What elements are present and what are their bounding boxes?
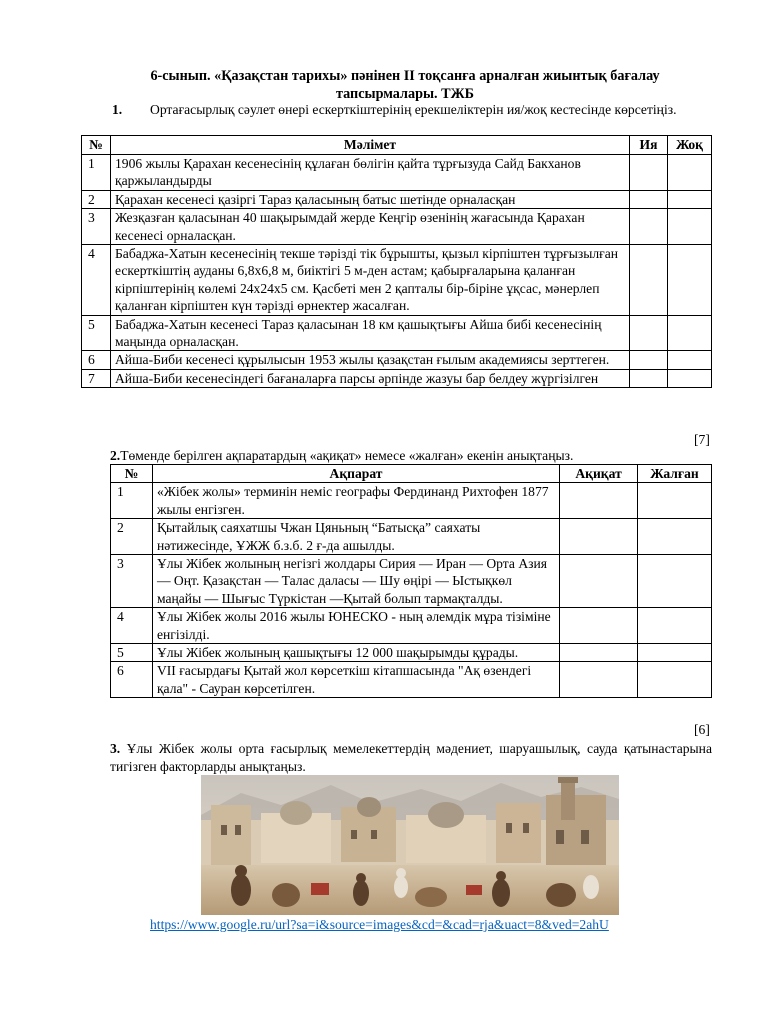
true-cell[interactable] xyxy=(560,662,638,698)
row-number: 1 xyxy=(111,483,153,519)
true-cell[interactable] xyxy=(560,555,638,608)
t2-header-true: Ақиқат xyxy=(560,465,638,483)
true-cell[interactable] xyxy=(560,519,638,555)
task1-prompt xyxy=(82,102,712,118)
yes-cell[interactable] xyxy=(630,190,668,208)
row-text: Ұлы Жібек жолы 2016 жылы ЮНЕСКО - ның әлемдік мұра тізіміне енгізілді. xyxy=(152,608,559,644)
table-row xyxy=(82,351,712,369)
row-number: 5 xyxy=(111,644,153,662)
false-cell[interactable] xyxy=(638,555,712,608)
t2-header-info: Ақпарат xyxy=(152,465,559,483)
task1-table xyxy=(81,135,712,388)
task2-table xyxy=(110,464,712,698)
no-cell[interactable] xyxy=(668,369,712,387)
true-cell[interactable] xyxy=(560,644,638,662)
task1-number: 1. xyxy=(112,102,123,117)
table-row xyxy=(82,155,712,191)
table-row xyxy=(82,245,712,316)
row-text: Бабаджа-Хатын кесенесі Тараз қаласынан 18 км қашықтығы Айша бибі кесенесінің маңында орналасқан. xyxy=(110,315,629,351)
false-cell[interactable] xyxy=(638,662,712,698)
table-row xyxy=(82,369,712,387)
row-text: Жезқазған қаласынан 40 шақырымдай жерде Кеңгір өзенінің жағасында Қарахан кесенесі орналасқан. xyxy=(110,209,629,245)
task3-text: Ұлы Жібек жолы орта ғасырлық мемелекеттердің мәдениет, шаруашылық, сауда қатынастарына тигізген факторларды анықтаңыз. xyxy=(110,741,712,774)
row-text: Ұлы Жібек жолының қашықтығы 12 000 шақырымды құрады. xyxy=(152,644,559,662)
row-text: Айша-Биби кесенесіндегі бағаналарға парсы әрпінде жазуы бар белдеу жүргізілген xyxy=(110,369,629,387)
table-row xyxy=(82,315,712,351)
row-text: Қытайлық саяхатшы Чжан Цяньның “Батысқа” саяхаты нәтижесінде, ҰЖЖ б.з.б. 2 ғ-да ашылды. xyxy=(152,519,559,555)
yes-cell[interactable] xyxy=(630,315,668,351)
table-row xyxy=(111,483,712,519)
t2-header-num: № xyxy=(111,465,153,483)
row-number: 7 xyxy=(82,369,111,387)
task2-text: Төменде берілген ақпаратардың «ақиқат» немесе «жалған» екенін анықтаңыз. xyxy=(120,448,574,463)
t1-header-yes: Ия xyxy=(630,136,668,155)
table-row xyxy=(82,190,712,208)
false-cell[interactable] xyxy=(638,519,712,555)
row-number: 6 xyxy=(82,351,111,369)
row-text: VII ғасырдағы Қытай жол көрсеткіш кітапшасында "Ақ өзендегі қала" - Сауран көрсетілген. xyxy=(152,662,559,698)
table-row xyxy=(111,662,712,698)
false-cell[interactable] xyxy=(638,608,712,644)
row-number: 5 xyxy=(82,315,111,351)
silk-road-city-illustration xyxy=(201,775,619,915)
row-text: «Жібек жолы» терминін неміс географы Фердинанд Рихтофен 1877 жылы енгізген. xyxy=(152,483,559,519)
table-row xyxy=(111,608,712,644)
no-cell[interactable] xyxy=(668,209,712,245)
no-cell[interactable] xyxy=(668,351,712,369)
document-title: 6-сынып. «Қазақстан тарихы» пәнінен II тоқсанға арналған жиынтық бағалау тапсырмалары. ТЖБ xyxy=(150,68,660,102)
yes-cell[interactable] xyxy=(630,351,668,369)
true-cell[interactable] xyxy=(560,483,638,519)
true-cell[interactable] xyxy=(560,608,638,644)
row-text: Бабаджа-Хатын кесенесінің текше тәрізді тік бұрышты, қызыл кірпіштен тұрғызылған ескерткіштің ауданы 6,8х6,8 м, биіктігі 5 м-ден астам; қабырғаларына қаланған кірпіштерінің көлемі 24х24х5 см. Қасбеті мен 2 қапталы бір-біріне ұқсас, мәнерлеп қаланған кірпіштен күн тәрізді өрнектер жасалған. xyxy=(110,245,629,316)
row-text: Айша-Биби кесенесі құрылысын 1953 жылы қазақстан ғылым академиясы зерттеген. xyxy=(110,351,629,369)
row-text: 1906 жылы Қарахан кесенесінің құлаған бөлігін қайта тұрғызуда Сайд Бакханов қаржыландырды xyxy=(110,155,629,191)
no-cell[interactable] xyxy=(668,315,712,351)
table-row xyxy=(111,519,712,555)
table-row xyxy=(82,209,712,245)
task2-number: 2. xyxy=(110,448,121,463)
t1-header-info: Мәлімет xyxy=(110,136,629,155)
t2-header-false: Жалған xyxy=(638,465,712,483)
image-source-link[interactable]: https://www.google.ru/url?sa=i&source=images&cd=&cad=rja&uact=8&ved=2ahU xyxy=(150,917,609,932)
row-text: Ұлы Жібек жолының негізгі жолдары Сирия — Иран — Орта Азия — Оңт. Қазақстан — Талас даласы — Шу өңірі — Ыстықкөл маңайы — Шығыс Түркістан —Қытай болып тармақталды. xyxy=(152,555,559,608)
row-text: Қарахан кесенесі қазіргі Тараз қаласының батыс шетінде орналасқан xyxy=(110,190,629,208)
task3-number: 3. xyxy=(110,741,121,756)
false-cell[interactable] xyxy=(638,644,712,662)
yes-cell[interactable] xyxy=(630,209,668,245)
table-row xyxy=(111,555,712,608)
row-number: 2 xyxy=(111,519,153,555)
no-cell[interactable] xyxy=(668,155,712,191)
yes-cell[interactable] xyxy=(630,245,668,316)
yes-cell[interactable] xyxy=(630,155,668,191)
row-number: 3 xyxy=(111,555,153,608)
yes-cell[interactable] xyxy=(630,369,668,387)
task2-prompt xyxy=(110,448,573,464)
row-number: 4 xyxy=(111,608,153,644)
row-number: 4 xyxy=(82,245,111,316)
task3-prompt xyxy=(110,740,712,775)
task1-text: Ортағасырлық сәулет өнері ескерткіштерінің ерекшеліктерін ия/жоқ кестесінде көрсетіңіз. xyxy=(150,102,677,117)
t1-header-no: Жоқ xyxy=(668,136,712,155)
row-number: 2 xyxy=(82,190,111,208)
task2-score: [6] xyxy=(694,722,710,737)
no-cell[interactable] xyxy=(668,245,712,316)
row-number: 1 xyxy=(82,155,111,191)
row-number: 3 xyxy=(82,209,111,245)
table-row xyxy=(111,644,712,662)
row-number: 6 xyxy=(111,662,153,698)
t1-header-num: № xyxy=(82,136,111,155)
false-cell[interactable] xyxy=(638,483,712,519)
no-cell[interactable] xyxy=(668,190,712,208)
task1-score: [7] xyxy=(694,432,710,447)
